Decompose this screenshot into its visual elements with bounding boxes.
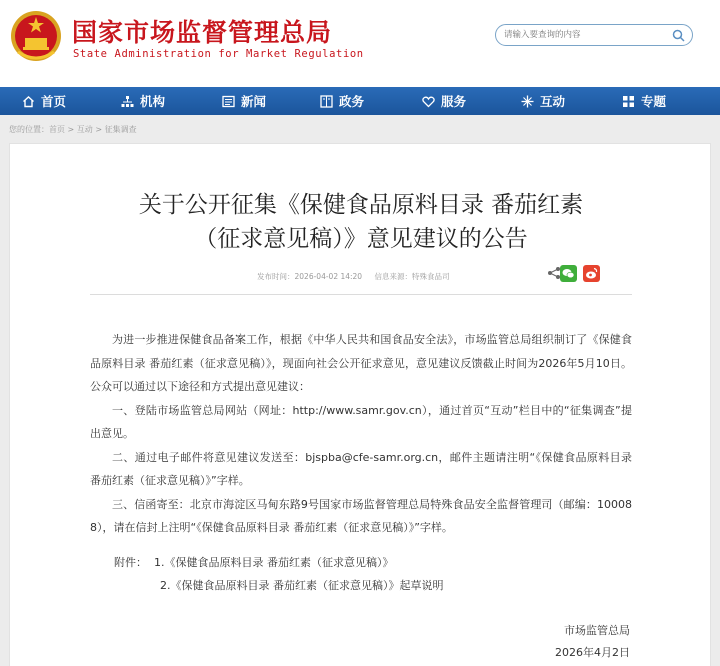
site-header	[0, 0, 720, 87]
site-title[interactable]: 国家市场监督管理总局	[72, 18, 333, 47]
breadcrumb[interactable]: 您的位置：首页 > 互动 > 征集调查	[9, 125, 137, 134]
news-icon	[222, 95, 235, 108]
issuer-signature: 市场监管总局	[564, 624, 630, 637]
search-icon[interactable]	[672, 29, 685, 42]
nav-item-news[interactable]	[222, 87, 266, 115]
heart-icon	[422, 95, 435, 108]
title-line-1: 关于公开征集《保健食品原料目录 番茄红素	[138, 192, 584, 218]
title-line-2: （征求意见稿）》意见建议的公告	[194, 226, 528, 252]
home-icon	[22, 95, 35, 108]
nav-item-gov[interactable]	[320, 87, 364, 115]
national-emblem-icon[interactable]	[10, 8, 62, 64]
meta-divider	[90, 294, 632, 295]
nav-label: 机构	[140, 94, 166, 109]
attachment-link-2[interactable]: 2.《保健食品原料目录 番茄红素（征求意见稿）》起草说明	[160, 579, 444, 592]
paragraph-method-3: 三、信函寄至：北京市海淀区马甸东路9号国家市场监督管理总局特殊食品安全监督管理司（邮编：100088），请在信封上注明“《保健食品原料目录 番茄红素（征求意见稿）》”字样。	[90, 497, 632, 534]
nav-item-interact[interactable]	[521, 87, 565, 115]
attachment-link-1[interactable]: 1.《保健食品原料目录 番茄红素（征求意见稿）》	[154, 556, 394, 569]
nav-label: 专题	[641, 94, 667, 109]
nav-item-topic[interactable]	[622, 87, 666, 115]
paragraph-method-1: 一、登陆市场监管总局网站（网址：http://www.samr.gov.cn），通过首页“互动”栏目中的“征集调查”提出意见。	[90, 403, 632, 440]
nav-label: 互动	[540, 94, 566, 109]
nav-item-org[interactable]	[121, 87, 165, 115]
article-title	[10, 188, 712, 256]
paragraph-intro: 为进一步推进保健食品备案工作，根据《中华人民共和国食品安全法》，市场监管总局组织制订了《保健食品原料目录 番茄红素（征求意见稿）》，现面向社会公开征求意见，意见建议反馈截止时间为2026年5月10日。公众可以通过以下途径和方式提出意见建议：	[90, 333, 632, 393]
site-title-en: State Administration for Market Regulation	[73, 48, 364, 60]
search-box	[495, 24, 693, 46]
share-icon[interactable]	[547, 266, 561, 280]
info-source: 信息来源：特殊食品司	[374, 272, 450, 281]
nav-item-service[interactable]	[422, 87, 466, 115]
nav-label: 首页	[41, 94, 67, 109]
article-body	[90, 328, 632, 540]
paragraph-method-2: 二、通过电子邮件将意见建议发送至：bjspba@cfe-samr.org.cn，邮件主题请注明“《保健食品原料目录 番茄红素（征求意见稿）》”字样。	[90, 450, 632, 487]
publish-time: 发布时间：2026-04-02 14:20	[257, 272, 363, 281]
nav-label: 政务	[339, 94, 365, 109]
search-input[interactable]	[504, 27, 664, 43]
org-icon	[121, 95, 134, 108]
article-meta	[257, 271, 459, 282]
weibo-icon[interactable]	[583, 265, 600, 282]
grid-icon	[622, 95, 635, 108]
gov-icon	[320, 95, 333, 108]
nav-label: 服务	[441, 94, 467, 109]
interact-icon	[521, 95, 534, 108]
issue-date: 2026年4月2日	[555, 646, 630, 659]
article-panel	[9, 143, 711, 666]
attachment-label: 附件：	[114, 556, 147, 569]
wechat-icon[interactable]	[560, 265, 577, 282]
nav-label: 新闻	[241, 94, 267, 109]
main-nav	[0, 87, 720, 115]
nav-item-home[interactable]	[22, 87, 66, 115]
